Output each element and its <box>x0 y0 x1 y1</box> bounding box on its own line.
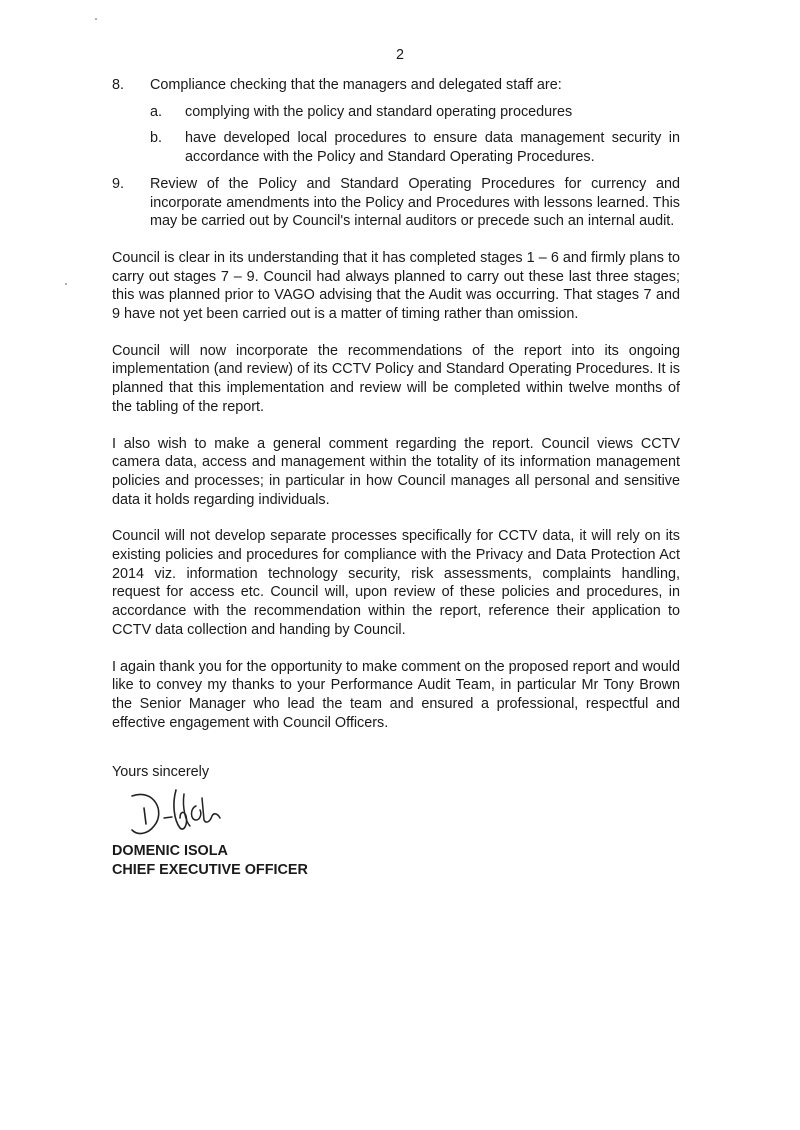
item-text: Review of the Policy and Standard Operating Procedures for currency and incorporate amendments into the Policy and Procedures with lessons learned. This may be carried out by Council's internal auditors or precede such an internal audit. <box>150 175 680 230</box>
sub-item-text: complying with the policy and standard operating procedures <box>185 103 573 120</box>
scan-speck <box>65 283 67 285</box>
page-number: 2 <box>395 47 404 63</box>
signatory-name: DOMENIC ISOLA <box>112 843 228 860</box>
list-item-9 <box>112 175 680 231</box>
item-text: Compliance checking that the managers and delegated staff are: <box>150 77 562 93</box>
closing-salutation: Yours sincerely <box>112 764 210 781</box>
paragraph: I also wish to make a general comment regarding the report. Council views CCTV camera data, access and management within the totality of its information management policies and processes; in particular in how Council manages all personal and sensitive data it holds regarding individuals. <box>112 435 680 508</box>
signatory-title: CHIEF EXECUTIVE OFFICER <box>112 861 308 878</box>
paragraph: Council is clear in its understanding that it has completed stages 1 – 6 and firmly plans to carry out stages 7 – 9. Council had always planned to carry out these last three stages; this was planned prior to VAGO advising that the Audit was occurring. That stages 7 and 9 have not yet been carried out is a matter of timing rather than omission. <box>112 249 680 323</box>
list-item-8 <box>112 76 680 167</box>
paragraph: Council will now incorporate the recommendations of the report into its ongoing implementation (and review) of its CCTV Policy and Standard Operating Procedures. It is planned that this implementation and review will be completed within twelve months of the tabling of the report. <box>112 342 680 415</box>
signature-image <box>124 784 244 842</box>
sub-item-letter: a. <box>150 103 163 120</box>
scan-speck <box>95 18 97 20</box>
sub-item-b <box>150 129 680 166</box>
paragraph: I again thank you for the opportunity to make comment on the proposed report and would like to convey my thanks to your Performance Audit Team, in particular Mr Tony Brown the Senior Manager who lead the team and ensured a professional, respectful and effective engagement with Council Officers. <box>112 658 680 731</box>
letter-body <box>112 76 680 880</box>
sub-item-a <box>150 103 680 122</box>
item-number: 8. <box>112 77 125 93</box>
paragraph: Council will not develop separate processes specifically for CCTV data, it will rely on its existing policies and procedures for compliance with the Privacy and Data Protection Act 2014 viz. information technology security, risk assessments, complaints handling, request for access etc. Council will, upon review of these policies and procedures, in accordance with the recommendation within the report, reference their application to CCTV data collection and handing by Council. <box>112 528 680 638</box>
item-number: 9. <box>112 175 125 192</box>
sub-item-letter: b. <box>150 130 163 147</box>
numbered-list <box>112 76 680 231</box>
sub-item-text: have developed local procedures to ensure data management security in accordance with the Policy and Standard Operating Procedures. <box>185 130 680 166</box>
